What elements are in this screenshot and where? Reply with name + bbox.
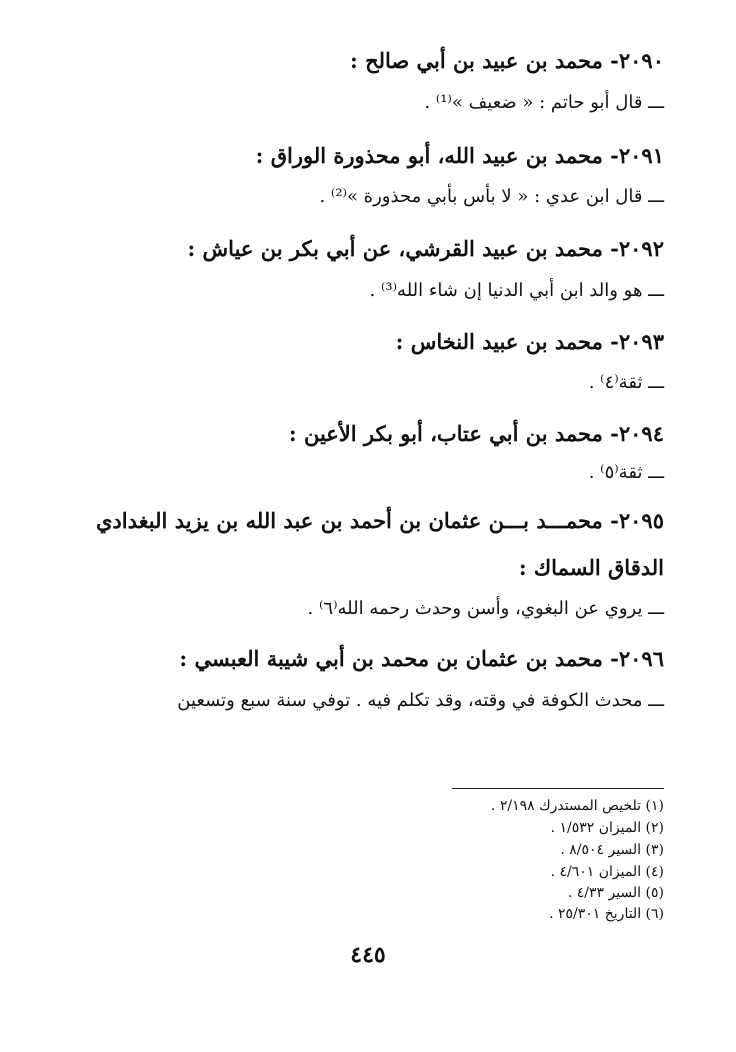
entry-text-2095: ـــ يروي عن البغوي، وأسن وحدث رحمه الله⁽٦⁾ . xyxy=(307,598,664,619)
footnote-separator xyxy=(452,788,664,789)
entry-text-2093: ـــ ثقة⁽٤⁾ . xyxy=(588,372,664,393)
entry-text-2094: ـــ ثقة⁽٥⁾ . xyxy=(588,462,664,483)
footnote-5: (٥) السير ٤/٣٣ . xyxy=(567,885,664,901)
entry-heading-2094: ٢٠٩٤- محمد بن أبي عتاب، أبو بكر الأعين : xyxy=(288,421,664,446)
footnote-1: (١) تلخيص المستدرك ٢/١٩٨ . xyxy=(490,798,664,814)
entry-text-2096: ـــ محدث الكوفة في وقته، وقد تكلم فيه . توفي سنة سبع وتسعين xyxy=(177,690,664,711)
footnote-6: (٦) التاريخ ٢٥/٣٠١ . xyxy=(549,906,664,922)
entry-heading-2095-continued: الدقاق السماك : xyxy=(518,555,664,580)
entry-heading-2096: ٢٠٩٦- محمد بن عثمان بن محمد بن أبي شيبة العبسي : xyxy=(179,646,664,671)
entry-heading-2091: ٢٠٩١- محمد بن عبيد الله، أبو محذورة الوراق : xyxy=(255,143,664,168)
entry-heading-2092: ٢٠٩٢- محمد بن عبيد القرشي، عن أبي بكر بن عياش : xyxy=(187,236,664,261)
entry-text-2092: ـــ هو والد ابن أبي الدنيا إن شاء الله⁽³⁾ . xyxy=(369,280,664,301)
footnote-3: (٣) السير ٨/٥٠٤ . xyxy=(560,842,664,858)
entry-text-2091: ـــ قال ابن عدي : « لا بأس بأبي محذورة »⁽²⁾ . xyxy=(319,186,664,207)
entry-heading-2095: ٢٠٩٥- محمـــد بـــن عثمان بن أحمد بن عبد الله بن يزيد البغدادي xyxy=(96,508,664,533)
entry-heading-2090: ٢٠٩٠- محمد بن عبيد بن أبي صالح : xyxy=(350,48,664,73)
footnote-2: (٢) الميزان ١/٥٣٢ . xyxy=(550,820,664,836)
entry-heading-2093: ٢٠٩٣- محمد بن عبيد النخاس : xyxy=(395,329,664,354)
page-number: ٤٤٥ xyxy=(350,942,386,968)
entry-text-2090: ـــ قال أبو حاتم : « ضعيف »⁽¹⁾ . xyxy=(424,92,664,113)
footnote-4: (٤) الميزان ٤/٦٠١ . xyxy=(550,864,664,880)
